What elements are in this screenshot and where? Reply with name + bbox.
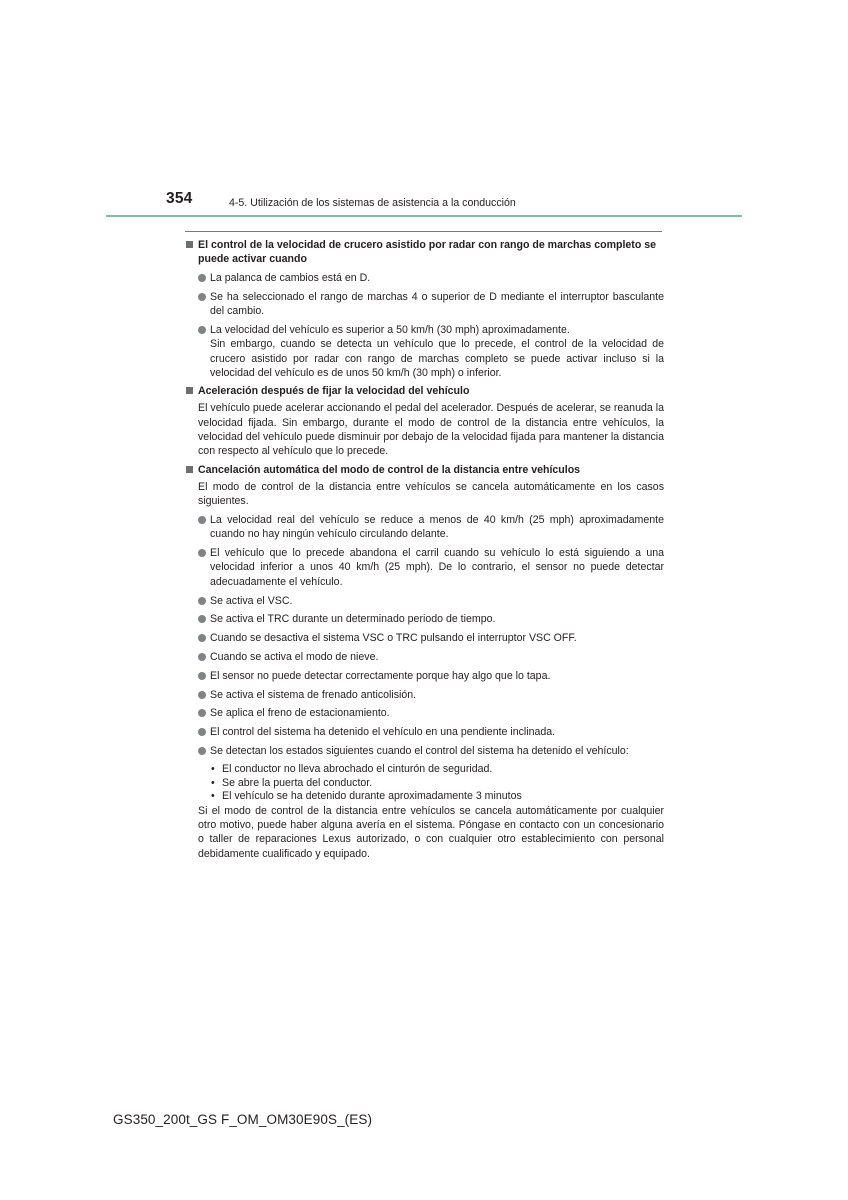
bullet-dot-icon <box>198 634 206 642</box>
list-item: Se activa el sistema de frenado anticolisión. <box>210 688 664 702</box>
bullet-dot-icon <box>198 672 206 680</box>
bullet-dot-icon <box>198 293 206 301</box>
section-heading <box>186 384 664 398</box>
list-item: Se activa el TRC durante un determinado periodo de tiempo. <box>210 612 664 626</box>
page-number: 354 <box>166 190 193 207</box>
bullet-dot-icon <box>198 597 206 605</box>
page-content <box>186 238 664 861</box>
list-item: El sensor no puede detectar correctamente porque hay algo que lo tapa. <box>210 669 664 683</box>
section-heading-text: El control de la velocidad de crucero asistido por radar con rango de marchas completo se puede activar cuando <box>198 239 657 266</box>
bullet-dot-icon <box>198 274 206 282</box>
list-item: El vehículo que lo precede abandona el carril cuando su vehículo lo está siguiendo a una velocidad inferior a unos 40 km/h (25 mph). De lo contrario, el sensor no puede detectar adecuadamente el vehículo. <box>210 546 664 589</box>
bullet-dot-icon <box>198 747 206 755</box>
bullet-dot-icon <box>198 326 206 334</box>
list-item: Cuando se activa el modo de nieve. <box>210 650 664 664</box>
sub-bullet-icon: • <box>211 790 215 803</box>
bullet-dot-icon <box>198 549 206 557</box>
list-item: La velocidad real del vehículo se reduce a menos de 40 km/h (25 mph) aproximadamente cuando no hay ningún vehículo circulando delante. <box>210 513 664 542</box>
list-item: Se ha seleccionado el rango de marchas 4 o superior de D mediante el interruptor basculante del cambio. <box>210 290 664 319</box>
section-heading <box>186 463 664 477</box>
square-bullet-icon <box>186 387 193 394</box>
square-bullet-icon <box>186 241 193 248</box>
list-item: El control del sistema ha detenido el vehículo en una pendiente inclinada. <box>210 725 664 739</box>
square-bullet-icon <box>186 466 193 473</box>
bullet-dot-icon <box>198 516 206 524</box>
bullet-list <box>186 513 664 758</box>
sub-bullet-icon: • <box>211 776 215 789</box>
sub-list-item: • Se abre la puerta del conductor. <box>211 776 373 789</box>
header-rule <box>106 215 742 217</box>
list-item: La palanca de cambios está en D. <box>210 271 664 285</box>
document-code: GS350_200t_GS F_OM_OM30E90S_(ES) <box>113 1112 373 1127</box>
sub-bullet-icon: • <box>211 763 215 776</box>
list-item: Cuando se desactiva el sistema VSC o TRC pulsando el interruptor VSC OFF. <box>210 631 664 645</box>
sub-bullet-list <box>186 763 664 804</box>
section-paragraph: El vehículo puede acelerar accionando el pedal del acelerador. Después de acelerar, se reanuda la velocidad fijada. Sin embargo, durante el modo de control de la distancia entre vehículos, la velocidad del vehículo puede disminuir por debajo de la velocidad fijada para mantener la distancia con respecto al vehículo que lo precede. <box>198 402 664 458</box>
section-heading-text: Aceleración después de fijar la velocidad del vehículo <box>198 385 470 398</box>
list-item: Se aplica el freno de estacionamiento. <box>210 706 664 720</box>
section-title: 4-5. Utilización de los sistemas de asistencia a la conducción <box>229 197 516 209</box>
list-item: Se detectan los estados siguientes cuando el control del sistema ha detenido el vehículo: <box>210 744 664 758</box>
bullet-dot-icon <box>198 615 206 623</box>
bullet-dot-icon <box>198 709 206 717</box>
section-heading-text: Cancelación automática del modo de control de la distancia entre vehículos <box>198 463 581 476</box>
content-top-rule <box>185 231 662 232</box>
bullet-list <box>186 271 664 380</box>
list-item: La velocidad del vehículo es superior a 50 km/h (30 mph) aproximadamente. Sin embargo, cuando se detecta un vehículo que lo precede, el control de la velocidad de crucero asistido por radar con rango de marchas completo se puede activar incluso si la velocidad del vehículo es de unos 50 km/h (30 mph) o inferior. <box>210 323 664 380</box>
bullet-dot-icon <box>198 728 206 736</box>
sub-list-item: • El conductor no lleva abrochado el cinturón de seguridad. <box>211 763 493 776</box>
section-paragraph: El modo de control de la distancia entre vehículos se cancela automáticamente en los casos siguientes. <box>198 480 664 508</box>
list-item: Se activa el VSC. <box>210 594 664 608</box>
bullet-note: Sin embargo, cuando se detecta un vehículo que lo precede, el control de la velocidad de crucero asistido por radar con rango de marchas completo se puede activar incluso si la velocidad del vehículo es de unos 50 km/h (30 mph) o inferior. <box>210 338 664 379</box>
sub-list-item: • El vehículo se ha detenido durante aproximadamente 3 minutos <box>211 790 522 803</box>
section-heading <box>186 238 664 267</box>
bullet-dot-icon <box>198 691 206 699</box>
bullet-dot-icon <box>198 653 206 661</box>
closing-paragraph: Si el modo de control de la distancia entre vehículos se cancela automáticamente por cualquier otro motivo, puede haber alguna avería en el sistema. Póngase en contacto con un concesionario o taller de reparaciones Lexus autorizado, o con cualquier otro establecimiento con personal debidamente cualificado y equipado. <box>198 804 664 860</box>
